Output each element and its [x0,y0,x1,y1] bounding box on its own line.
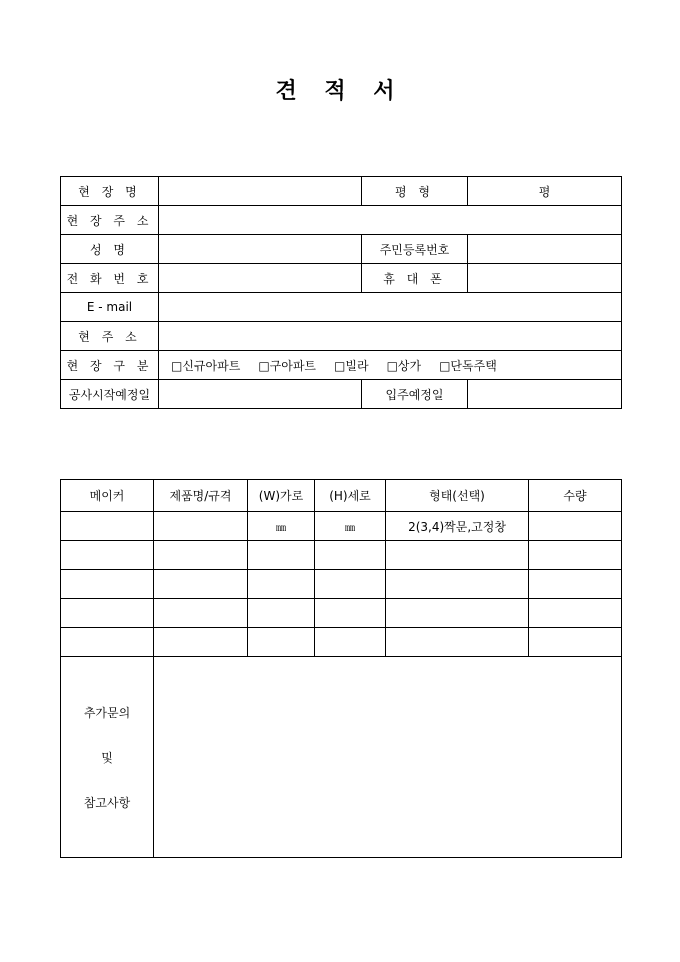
phone-label: 전 화 번 호 [61,264,159,293]
notes-label-line: 및 [101,750,113,765]
height-cell[interactable] [315,628,386,657]
width-cell[interactable]: ㎜ [248,512,315,541]
product-cell[interactable] [154,599,248,628]
table-row [61,599,622,628]
product-cell[interactable] [154,512,248,541]
width-cell[interactable] [248,628,315,657]
maker-cell[interactable] [61,599,154,628]
name-label: 성 명 [61,235,159,264]
email-label: E - mail [61,293,159,322]
phone-field[interactable] [159,264,362,293]
email-field[interactable] [159,293,622,322]
height-cell[interactable]: ㎜ [315,512,386,541]
maker-cell[interactable] [61,541,154,570]
site-type-option-detached-house[interactable]: □단독주택 [439,358,497,373]
quantity-cell[interactable] [529,628,622,657]
quantity-cell[interactable] [529,570,622,599]
width-cell[interactable] [248,541,315,570]
notes-label-line: 추가문의 [83,705,131,720]
pyeong-type-label: 평 형 [362,177,468,206]
start-date-label: 공사시작예정일 [61,380,159,409]
header-width: (W)가로 [248,480,315,512]
site-name-label: 현 장 명 [61,177,159,206]
mobile-label: 휴 대 폰 [362,264,468,293]
resident-no-field[interactable] [468,235,622,264]
form-cell[interactable] [386,541,529,570]
site-name-field[interactable] [159,177,362,206]
resident-no-label: 주민등록번호 [362,235,468,264]
header-height: (H)세로 [315,480,386,512]
quantity-cell[interactable] [529,599,622,628]
site-type-option-new-apartment[interactable]: □신규아파트 [171,358,241,373]
form-cell[interactable] [386,599,529,628]
product-cell[interactable] [154,541,248,570]
name-field[interactable] [159,235,362,264]
table-row [61,541,622,570]
table-row [61,512,622,541]
site-info-table [60,176,622,409]
product-cell[interactable] [154,570,248,599]
start-date-field[interactable] [159,380,362,409]
notes-field[interactable] [154,657,622,858]
height-cell[interactable] [315,599,386,628]
table-row [61,628,622,657]
site-type-options [159,351,622,380]
form-cell[interactable] [386,628,529,657]
site-address-field[interactable] [159,206,622,235]
form-cell[interactable] [386,570,529,599]
address-label: 현 주 소 [61,322,159,351]
notes-label-line: 참고사항 [83,795,131,810]
maker-cell[interactable] [61,570,154,599]
header-product: 제품명/규격 [154,480,248,512]
maker-cell[interactable] [61,512,154,541]
site-address-label: 현 장 주 소 [61,206,159,235]
header-form: 형태(선택) [386,480,529,512]
header-quantity: 수량 [529,480,622,512]
site-type-option-shop[interactable]: □상가 [386,358,422,373]
site-type-option-old-apartment[interactable]: □구아파트 [258,358,317,373]
form-cell[interactable]: 2(3,4)짝문,고정창 [386,512,529,541]
order-table [60,479,622,858]
mobile-field[interactable] [468,264,622,293]
table-row [61,570,622,599]
notes-label [61,657,154,858]
pyeong-type-field[interactable] [468,177,622,206]
pyeong-unit: 평 [538,184,551,199]
product-cell[interactable] [154,628,248,657]
quantity-cell[interactable] [529,512,622,541]
quantity-cell[interactable] [529,541,622,570]
move-in-date-label: 입주예정일 [362,380,468,409]
site-type-option-villa[interactable]: □빌라 [334,358,369,373]
width-cell[interactable] [248,570,315,599]
header-maker: 메이커 [61,480,154,512]
width-cell[interactable] [248,599,315,628]
height-cell[interactable] [315,541,386,570]
site-type-label: 현 장 구 분 [61,351,159,380]
move-in-date-field[interactable] [468,380,622,409]
height-cell[interactable] [315,570,386,599]
maker-cell[interactable] [61,628,154,657]
address-field[interactable] [159,322,622,351]
document-title: 견 적 서 [275,78,405,104]
